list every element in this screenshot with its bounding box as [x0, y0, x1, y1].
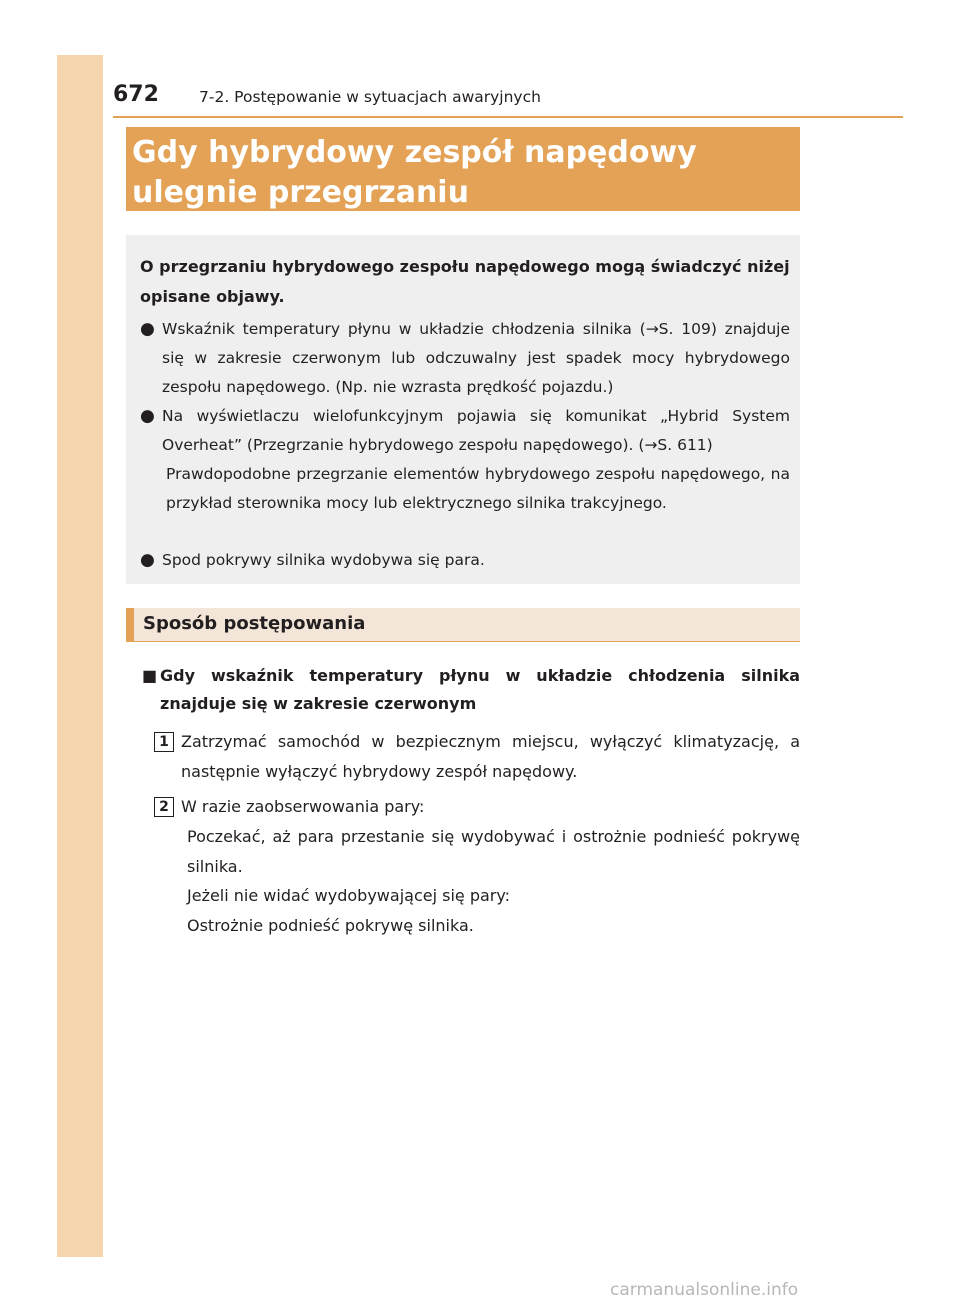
step-detail: Poczekać, aż para przestanie się wydobywać i ostrożnie podnieść pokrywę silnika. [187, 827, 800, 876]
symptom-text: Spod pokrywy silnika wydobywa się para. [162, 551, 485, 569]
step-item [154, 727, 800, 787]
step-number: 1 [154, 732, 174, 752]
bullet-icon: ● [140, 550, 155, 570]
section-path: 7-2. Postępowanie w sytuacjach awaryjnych [199, 88, 541, 106]
symptoms-intro: O przegrzaniu hybrydowego zespołu napędowego mogą świadczyć niżej opisane objawy. [140, 257, 790, 306]
subsection-rule [126, 641, 800, 642]
step-text: W razie zaobserwowania pary: [181, 797, 425, 816]
header-rule [113, 116, 903, 118]
step-number: 2 [154, 797, 174, 817]
step-detail [187, 881, 800, 941]
symptom-item [140, 546, 790, 575]
step-detail-condition: Jeżeli nie widać wydobywającej się pary: [187, 886, 511, 905]
title-box [126, 127, 800, 211]
condition-text: Gdy wskaźnik temperatury płynu w układzie chłodzenia silnika znajduje się w zakresie czerwonym [160, 666, 800, 713]
symptom-text: Na wyświetlaczu wielofunkcyjnym pojawia się komunikat „Hybrid System Overheat” (Przegrzanie hybrydowego zespołu napędowego). (→S. 611) [162, 407, 790, 454]
symptom-item [140, 315, 790, 402]
square-bullet-icon: ■ [142, 666, 158, 685]
subsection-heading [126, 608, 800, 641]
subsection-title: Sposób postępowania [143, 613, 366, 634]
side-strip [57, 55, 103, 1257]
bullet-icon: ● [140, 406, 155, 426]
watermark: carmanualsonline.info [610, 1280, 799, 1300]
symptom-note: Prawdopodobne przegrzanie elementów hybrydowego zespołu napędowego, na przykład sterownika mocy lub elektrycznego silnika trakcyjnego. [166, 465, 790, 512]
condition-heading [142, 662, 800, 718]
bullet-icon: ● [140, 319, 155, 339]
step-item [154, 792, 800, 822]
page-number: 672 [113, 82, 159, 107]
page-title: Gdy hybrydowy zespół napędowy ulegnie przegrzaniu [132, 135, 697, 210]
page-header [113, 80, 903, 120]
step-detail-action: Ostrożnie podnieść pokrywę silnika. [187, 916, 474, 935]
step-text: Zatrzymać samochód w bezpiecznym miejscu, wyłączyć klimatyzację, a następnie wyłączyć hybrydowy zespół napędowy. [181, 732, 800, 781]
symptom-text: Wskaźnik temperatury płynu w układzie chłodzenia silnika (→S. 109) znajduje się w zakresie czerwonym lub odczuwalny jest spadek mocy hybrydowego zespołu napędowego. (Np. nie wzrasta prędkość pojazdu.) [162, 320, 790, 396]
subsection-accent-bar [126, 608, 134, 641]
symptom-item [140, 402, 790, 518]
symptoms-box [126, 235, 800, 584]
